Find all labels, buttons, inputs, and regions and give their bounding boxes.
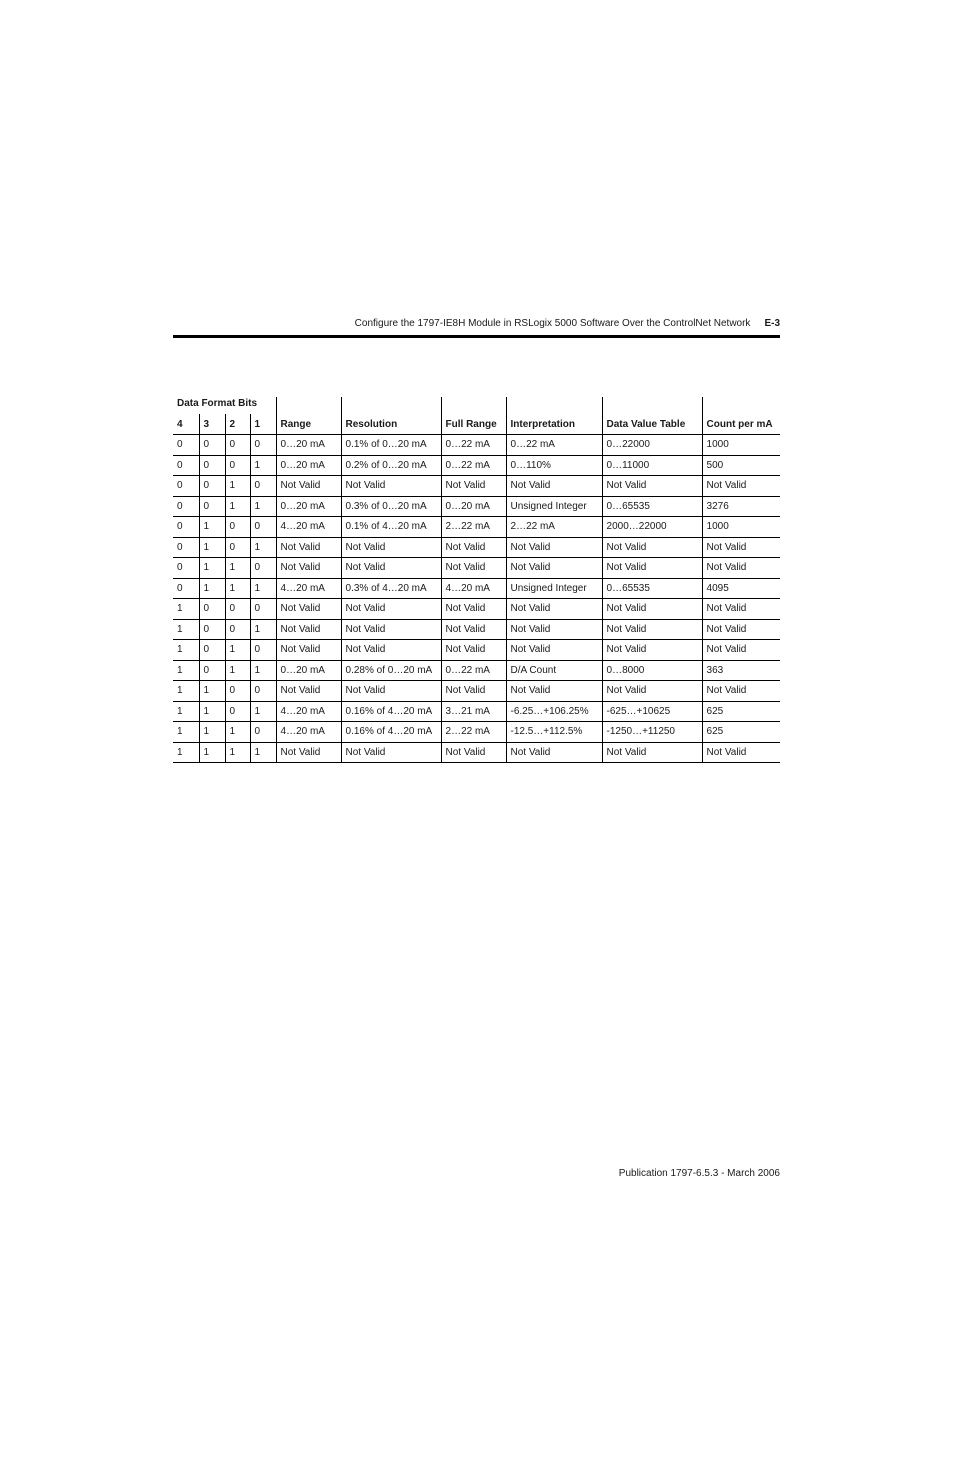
publication-footer: Publication 1797-6.5.3 - March 2006 (618, 1168, 780, 1179)
cell-interpretation: Not Valid (506, 537, 602, 558)
cell-interpretation: Not Valid (506, 681, 602, 702)
cell-bit-4: 1 (173, 640, 199, 661)
cell-data-value-table: Not Valid (602, 537, 702, 558)
cell-count-per-ma: 500 (702, 455, 780, 476)
group-spacer (276, 397, 341, 414)
table-row (173, 476, 780, 497)
cell-bit-3: 1 (199, 722, 225, 743)
cell-range: Not Valid (276, 619, 341, 640)
cell-bit-4: 0 (173, 537, 199, 558)
group-spacer (702, 397, 780, 414)
cell-full-range: 2…22 mA (441, 517, 506, 538)
cell-interpretation: 0…22 mA (506, 435, 602, 456)
cell-range: Not Valid (276, 742, 341, 763)
cell-bit-4: 0 (173, 455, 199, 476)
cell-interpretation: -12.5…+112.5% (506, 722, 602, 743)
table-group-header-row (173, 397, 780, 414)
cell-bit-1: 1 (250, 537, 276, 558)
cell-full-range: 0…22 mA (441, 455, 506, 476)
cell-bit-2: 0 (225, 537, 250, 558)
cell-data-value-table: Not Valid (602, 742, 702, 763)
cell-resolution: Not Valid (341, 742, 441, 763)
cell-data-value-table: 0…8000 (602, 660, 702, 681)
cell-count-per-ma: 625 (702, 722, 780, 743)
cell-full-range: 3…21 mA (441, 701, 506, 722)
group-spacer (602, 397, 702, 414)
cell-resolution: 0.3% of 0…20 mA (341, 496, 441, 517)
cell-data-value-table: 0…65535 (602, 578, 702, 599)
column-header-bit-3: 3 (199, 414, 225, 435)
cell-bit-1: 0 (250, 599, 276, 620)
cell-resolution: 0.1% of 0…20 mA (341, 435, 441, 456)
cell-resolution: 0.28% of 0…20 mA (341, 660, 441, 681)
cell-bit-3: 0 (199, 435, 225, 456)
cell-bit-4: 0 (173, 435, 199, 456)
cell-bit-2: 1 (225, 558, 250, 579)
cell-interpretation: D/A Count (506, 660, 602, 681)
cell-resolution: 0.16% of 4…20 mA (341, 701, 441, 722)
cell-bit-3: 1 (199, 578, 225, 599)
cell-interpretation: Not Valid (506, 599, 602, 620)
cell-bit-1: 1 (250, 578, 276, 599)
cell-resolution: Not Valid (341, 619, 441, 640)
column-header-bit-1: 1 (250, 414, 276, 435)
table-row (173, 681, 780, 702)
cell-bit-4: 1 (173, 742, 199, 763)
table-body (173, 435, 780, 763)
cell-full-range: Not Valid (441, 619, 506, 640)
cell-bit-2: 1 (225, 496, 250, 517)
cell-resolution: Not Valid (341, 558, 441, 579)
cell-bit-1: 1 (250, 455, 276, 476)
table-row (173, 742, 780, 763)
table-row (173, 599, 780, 620)
cell-count-per-ma: 3276 (702, 496, 780, 517)
cell-bit-3: 1 (199, 681, 225, 702)
cell-bit-4: 1 (173, 619, 199, 640)
cell-interpretation: 0…110% (506, 455, 602, 476)
cell-bit-3: 1 (199, 537, 225, 558)
cell-full-range: 4…20 mA (441, 578, 506, 599)
cell-full-range: Not Valid (441, 599, 506, 620)
cell-interpretation: Not Valid (506, 742, 602, 763)
cell-bit-4: 1 (173, 722, 199, 743)
cell-bit-2: 0 (225, 455, 250, 476)
cell-bit-3: 0 (199, 476, 225, 497)
cell-bit-2: 0 (225, 517, 250, 538)
cell-data-value-table: Not Valid (602, 476, 702, 497)
cell-full-range: Not Valid (441, 537, 506, 558)
page-number: E-3 (764, 318, 780, 329)
cell-bit-4: 0 (173, 578, 199, 599)
cell-bit-4: 1 (173, 599, 199, 620)
column-header-bit-2: 2 (225, 414, 250, 435)
cell-bit-1: 0 (250, 558, 276, 579)
column-header-resolution: Resolution (341, 414, 441, 435)
cell-count-per-ma: Not Valid (702, 537, 780, 558)
cell-bit-2: 1 (225, 640, 250, 661)
cell-bit-2: 0 (225, 619, 250, 640)
cell-bit-4: 1 (173, 681, 199, 702)
cell-bit-3: 1 (199, 742, 225, 763)
header-rule (173, 335, 780, 338)
cell-interpretation: Not Valid (506, 558, 602, 579)
cell-full-range: Not Valid (441, 681, 506, 702)
cell-bit-4: 1 (173, 660, 199, 681)
cell-resolution: 0.3% of 4…20 mA (341, 578, 441, 599)
cell-resolution: 0.2% of 0…20 mA (341, 455, 441, 476)
cell-data-value-table: Not Valid (602, 599, 702, 620)
cell-count-per-ma: Not Valid (702, 599, 780, 620)
cell-bit-4: 0 (173, 496, 199, 517)
cell-data-value-table: Not Valid (602, 681, 702, 702)
cell-bit-2: 1 (225, 476, 250, 497)
cell-bit-1: 0 (250, 517, 276, 538)
cell-bit-4: 0 (173, 476, 199, 497)
cell-range: Not Valid (276, 599, 341, 620)
table-row (173, 558, 780, 579)
cell-bit-1: 0 (250, 640, 276, 661)
cell-range: 4…20 mA (276, 578, 341, 599)
cell-data-value-table: -625…+10625 (602, 701, 702, 722)
cell-bit-4: 0 (173, 517, 199, 538)
cell-range: Not Valid (276, 681, 341, 702)
cell-bit-3: 0 (199, 640, 225, 661)
cell-bit-4: 1 (173, 701, 199, 722)
table-row (173, 701, 780, 722)
cell-data-value-table: Not Valid (602, 640, 702, 661)
table-row (173, 537, 780, 558)
cell-count-per-ma: 625 (702, 701, 780, 722)
column-header-data-value-table: Data Value Table (602, 414, 702, 435)
cell-bit-2: 0 (225, 681, 250, 702)
column-header-full-range: Full Range (441, 414, 506, 435)
cell-interpretation: Unsigned Integer (506, 496, 602, 517)
cell-count-per-ma: Not Valid (702, 558, 780, 579)
cell-resolution: Not Valid (341, 476, 441, 497)
cell-bit-3: 1 (199, 701, 225, 722)
table-row (173, 722, 780, 743)
cell-range: 4…20 mA (276, 701, 341, 722)
cell-bit-2: 0 (225, 599, 250, 620)
cell-bit-1: 0 (250, 681, 276, 702)
cell-bit-3: 0 (199, 599, 225, 620)
cell-bit-4: 0 (173, 558, 199, 579)
data-format-table (173, 397, 780, 763)
cell-full-range: Not Valid (441, 476, 506, 497)
cell-full-range: Not Valid (441, 640, 506, 661)
column-header-interpretation: Interpretation (506, 414, 602, 435)
cell-bit-3: 1 (199, 517, 225, 538)
cell-bit-1: 0 (250, 476, 276, 497)
table-row (173, 517, 780, 538)
data-format-bits-header: Data Format Bits (177, 398, 258, 409)
cell-range: Not Valid (276, 558, 341, 579)
cell-count-per-ma: 1000 (702, 517, 780, 538)
cell-range: Not Valid (276, 640, 341, 661)
cell-range: 0…20 mA (276, 660, 341, 681)
cell-interpretation: 2…22 mA (506, 517, 602, 538)
cell-bit-3: 0 (199, 455, 225, 476)
cell-interpretation: Not Valid (506, 640, 602, 661)
table-column-header-row (173, 414, 780, 435)
cell-interpretation: -6.25…+106.25% (506, 701, 602, 722)
table-row (173, 619, 780, 640)
cell-interpretation: Not Valid (506, 619, 602, 640)
cell-bit-2: 1 (225, 660, 250, 681)
cell-bit-2: 0 (225, 435, 250, 456)
cell-full-range: 2…22 mA (441, 722, 506, 743)
table-row (173, 660, 780, 681)
table-row (173, 455, 780, 476)
cell-data-value-table: 0…11000 (602, 455, 702, 476)
cell-bit-1: 1 (250, 742, 276, 763)
cell-count-per-ma: Not Valid (702, 476, 780, 497)
cell-count-per-ma: Not Valid (702, 681, 780, 702)
group-spacer (441, 397, 506, 414)
column-header-count-per-ma: Count per mA (702, 414, 780, 435)
column-header-bit-4: 4 (173, 414, 199, 435)
cell-full-range: Not Valid (441, 742, 506, 763)
cell-bit-1: 1 (250, 619, 276, 640)
table-row (173, 578, 780, 599)
cell-resolution: Not Valid (341, 640, 441, 661)
cell-range: 4…20 mA (276, 722, 341, 743)
cell-range: 0…20 mA (276, 496, 341, 517)
cell-bit-2: 1 (225, 742, 250, 763)
table-row (173, 496, 780, 517)
cell-data-value-table: 0…65535 (602, 496, 702, 517)
cell-bit-1: 1 (250, 660, 276, 681)
cell-bit-3: 1 (199, 558, 225, 579)
cell-data-value-table: Not Valid (602, 558, 702, 579)
cell-bit-3: 0 (199, 660, 225, 681)
table-row (173, 435, 780, 456)
cell-full-range: Not Valid (441, 558, 506, 579)
running-header (173, 318, 780, 334)
cell-full-range: 0…20 mA (441, 496, 506, 517)
cell-bit-3: 0 (199, 496, 225, 517)
header-title: Configure the 1797-IE8H Module in RSLogix 5000 Software Over the ControlNet Network (354, 318, 751, 329)
cell-count-per-ma: 1000 (702, 435, 780, 456)
cell-bit-3: 0 (199, 619, 225, 640)
cell-full-range: 0…22 mA (441, 435, 506, 456)
cell-bit-1: 1 (250, 701, 276, 722)
cell-resolution: 0.1% of 4…20 mA (341, 517, 441, 538)
cell-range: 0…20 mA (276, 455, 341, 476)
cell-range: Not Valid (276, 476, 341, 497)
cell-data-value-table: 2000…22000 (602, 517, 702, 538)
cell-range: 0…20 mA (276, 435, 341, 456)
cell-resolution: Not Valid (341, 537, 441, 558)
cell-bit-2: 1 (225, 578, 250, 599)
group-spacer (506, 397, 602, 414)
cell-interpretation: Not Valid (506, 476, 602, 497)
cell-data-value-table: 0…22000 (602, 435, 702, 456)
cell-interpretation: Unsigned Integer (506, 578, 602, 599)
cell-bit-2: 0 (225, 701, 250, 722)
cell-resolution: Not Valid (341, 681, 441, 702)
cell-data-value-table: -1250…+11250 (602, 722, 702, 743)
table-row (173, 640, 780, 661)
cell-count-per-ma: Not Valid (702, 619, 780, 640)
cell-count-per-ma: Not Valid (702, 640, 780, 661)
cell-count-per-ma: 363 (702, 660, 780, 681)
cell-bit-1: 0 (250, 722, 276, 743)
cell-bit-2: 1 (225, 722, 250, 743)
column-header-range: Range (276, 414, 341, 435)
cell-resolution: Not Valid (341, 599, 441, 620)
cell-count-per-ma: 4095 (702, 578, 780, 599)
cell-range: Not Valid (276, 537, 341, 558)
cell-count-per-ma: Not Valid (702, 742, 780, 763)
cell-resolution: 0.16% of 4…20 mA (341, 722, 441, 743)
cell-bit-1: 1 (250, 496, 276, 517)
cell-data-value-table: Not Valid (602, 619, 702, 640)
cell-full-range: 0…22 mA (441, 660, 506, 681)
cell-bit-1: 0 (250, 435, 276, 456)
cell-range: 4…20 mA (276, 517, 341, 538)
group-spacer (341, 397, 441, 414)
